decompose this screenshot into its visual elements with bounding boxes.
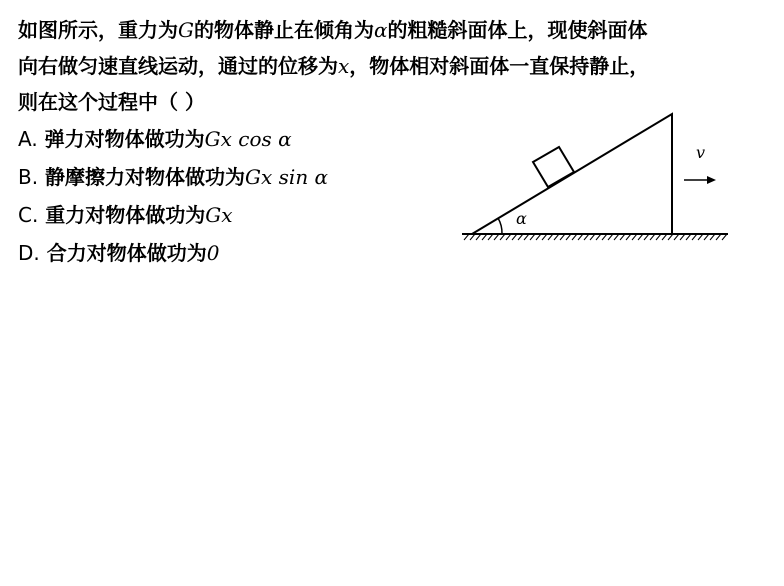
velocity-label: v [696, 143, 706, 162]
stem-text: ，物体相对斜面体一直保持静止， [349, 54, 650, 78]
velocity-arrow-head [707, 176, 716, 184]
option-text: 重力对物体做功为 [45, 203, 206, 227]
option-text: 静摩擦力对物体做功为 [45, 165, 246, 189]
option-text: 合力对物体做功为 [46, 241, 207, 265]
stem-text: 向右做匀速直线运动，通过的位移为 [18, 54, 338, 78]
stem-text: 如图所示，重力为 [18, 18, 178, 42]
var-displacement: x [338, 54, 350, 78]
stem-text: 则在这个过程中（ ） [18, 90, 205, 114]
stem-line-2 [18, 48, 778, 84]
option-label: A. [18, 127, 38, 151]
stem-text: 的粗糙斜面体上，现使斜面体 [387, 18, 648, 42]
block [533, 147, 574, 187]
option-label: B. [18, 165, 39, 189]
incline-diagram [460, 100, 730, 250]
option-math: Gx [205, 203, 233, 227]
option-label: C. [18, 203, 39, 227]
angle-label: α [516, 209, 527, 228]
option-d[interactable] [18, 234, 438, 272]
option-math: Gx sin α [245, 165, 329, 189]
option-text: 弹力对物体做功为 [44, 127, 205, 151]
option-math: Gx cos α [204, 127, 292, 151]
answer-options [18, 120, 438, 272]
option-a[interactable] [18, 120, 438, 158]
var-gravity: G [178, 18, 194, 42]
stem-text: 的物体静止在倾角为 [193, 18, 374, 42]
option-label: D. [18, 241, 40, 265]
stem-line-1 [18, 12, 778, 48]
option-math: 0 [206, 241, 220, 265]
option-c[interactable] [18, 196, 438, 234]
angle-arc [498, 218, 502, 234]
incline-figure [460, 100, 730, 250]
option-b[interactable] [18, 158, 438, 196]
var-angle: α [373, 18, 388, 42]
